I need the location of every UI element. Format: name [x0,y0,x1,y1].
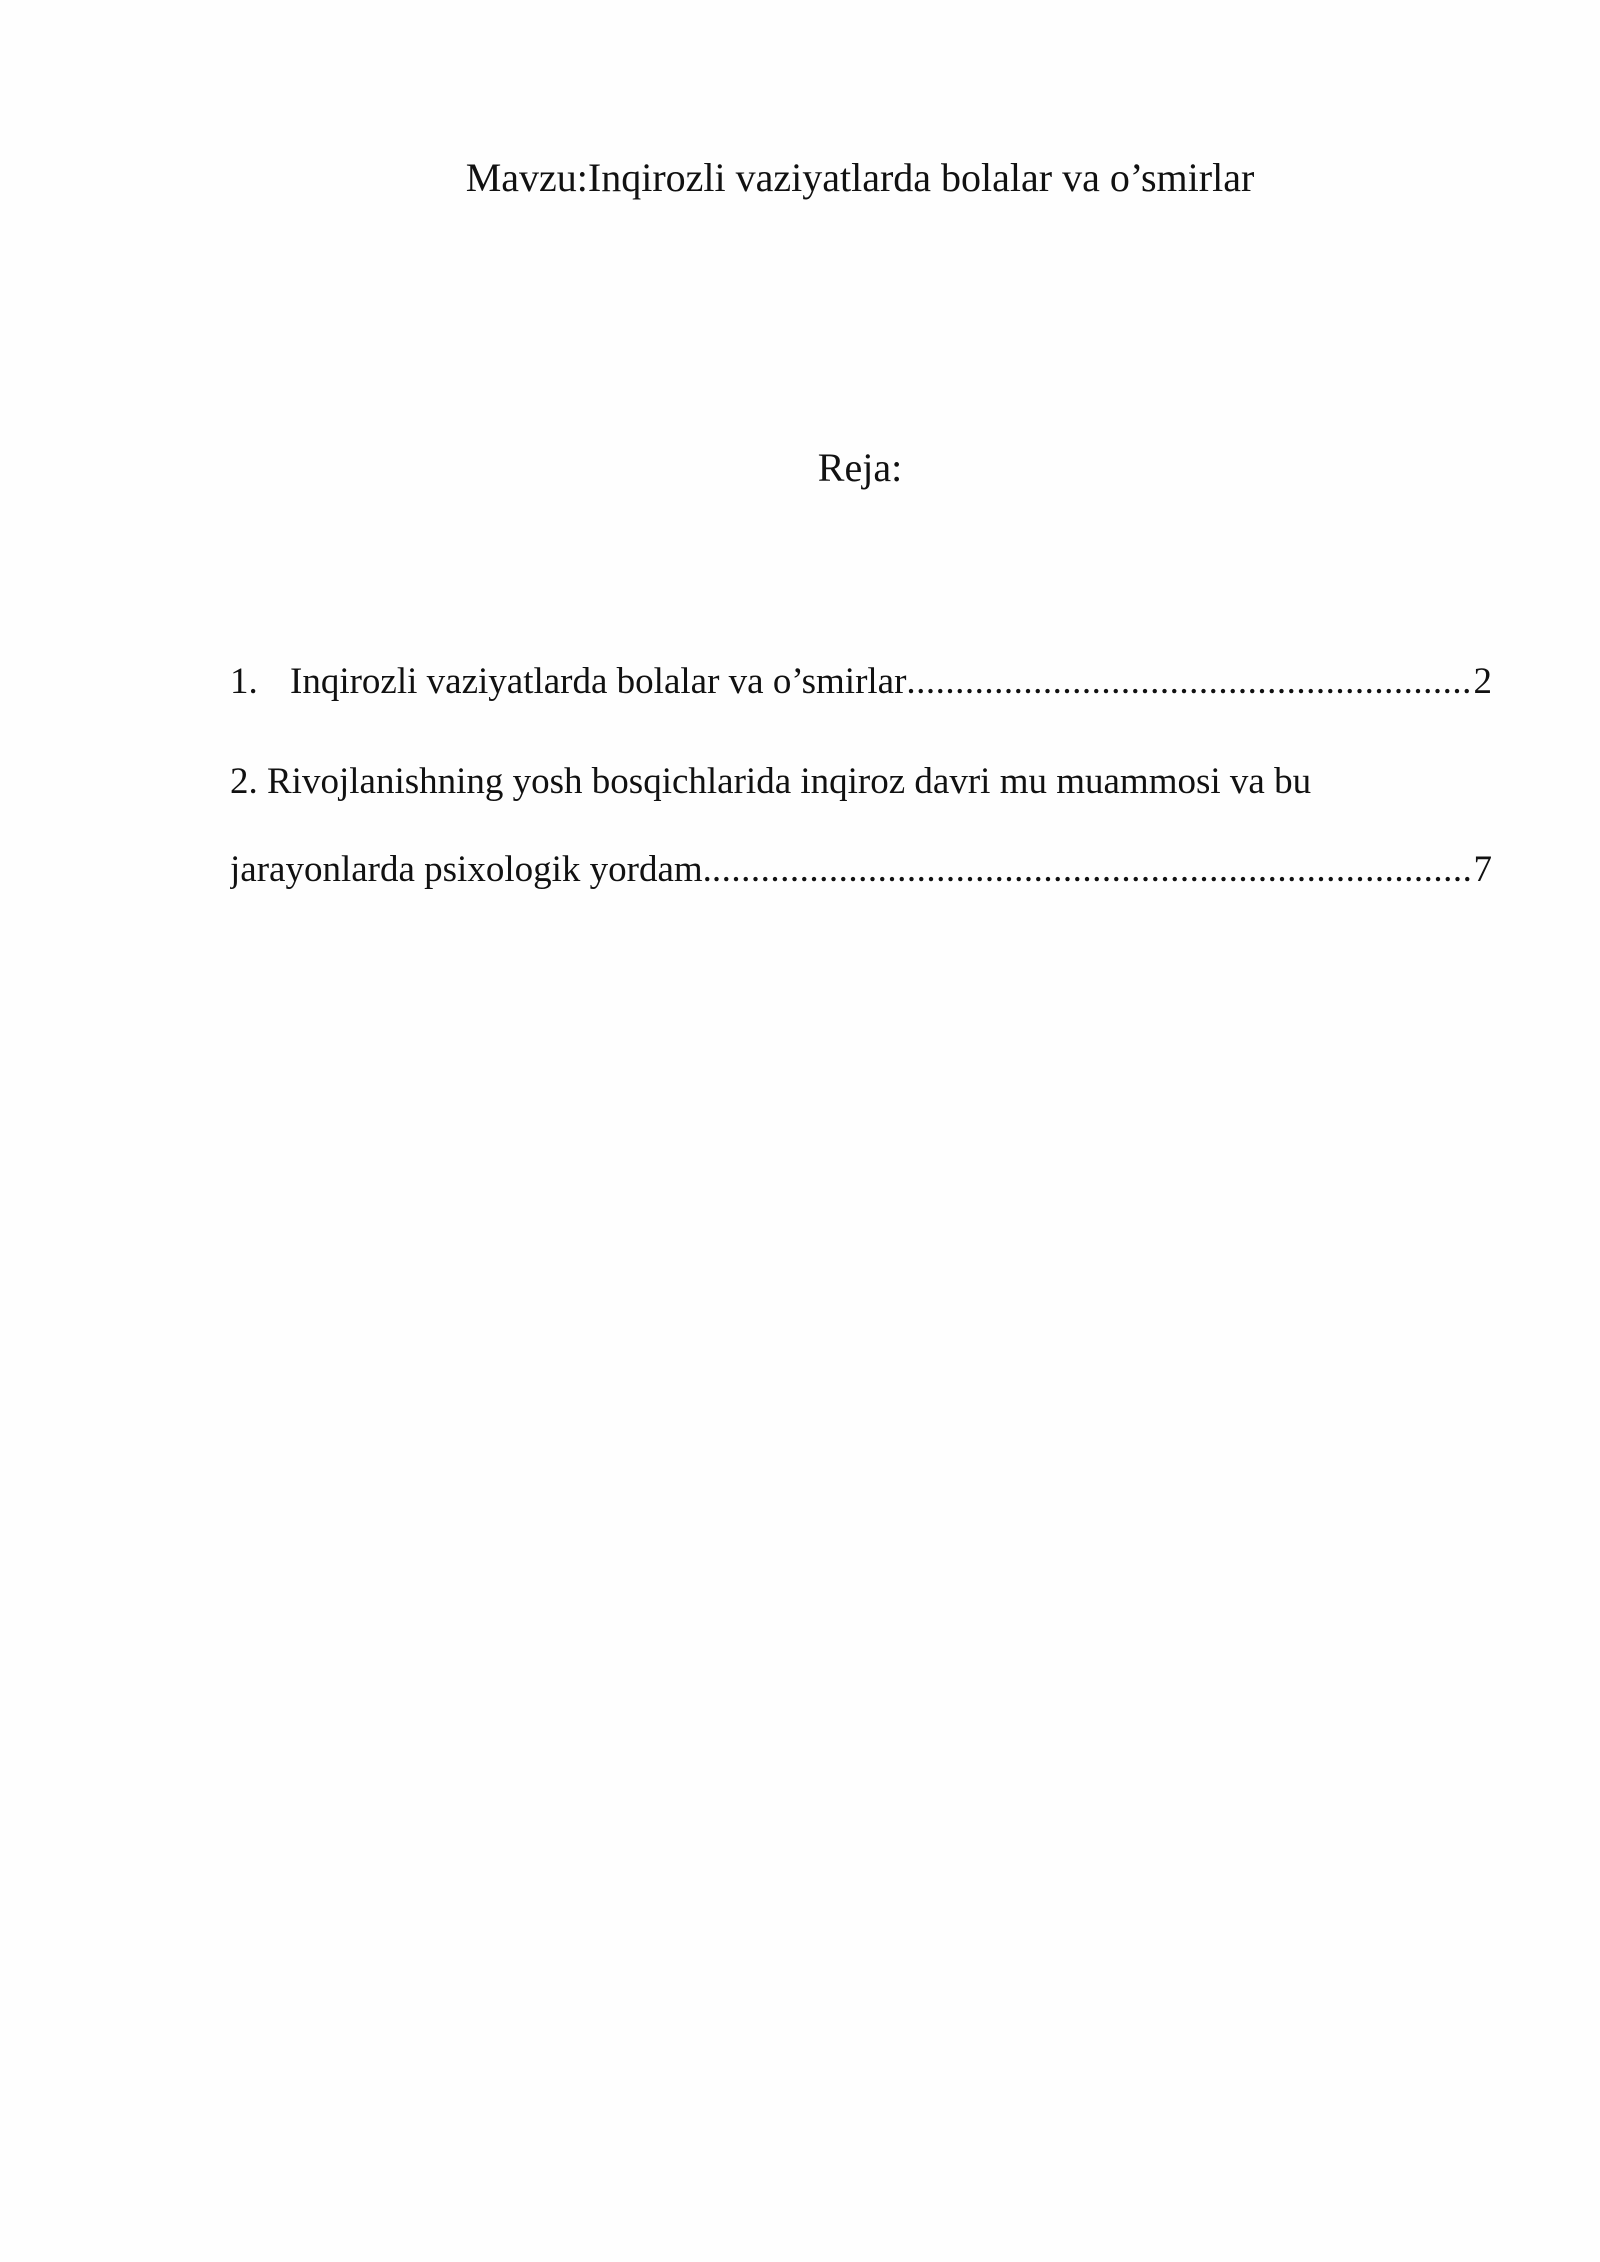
toc-item-1-page-number: 2 [1473,661,1492,702]
toc-item-2-line-1: 2. Rivojlanishning yosh bosqichlarida inqiroz davri mu muammosi va bu [230,761,1312,802]
toc-item-2-line-2 [230,848,1492,902]
toc-item-1-text: Inqirozli vaziyatlarda bolalar va o’smirlar [290,661,907,702]
toc-item-2-leader-dots [712,848,1472,891]
toc-item-1-leader-dots [906,660,1471,703]
toc-item-2-page-number: 7 [1473,849,1492,890]
toc-item-2-text: jarayonlarda psixologik yordam. [230,849,712,890]
topic-title: Mavzu:Inqirozli vaziyatlarda bolalar va o’smirlar [465,155,1255,200]
plan-heading: Reja: [817,445,903,490]
toc-item-1 [230,660,1492,714]
toc-item-1-number: 1. [230,661,258,702]
